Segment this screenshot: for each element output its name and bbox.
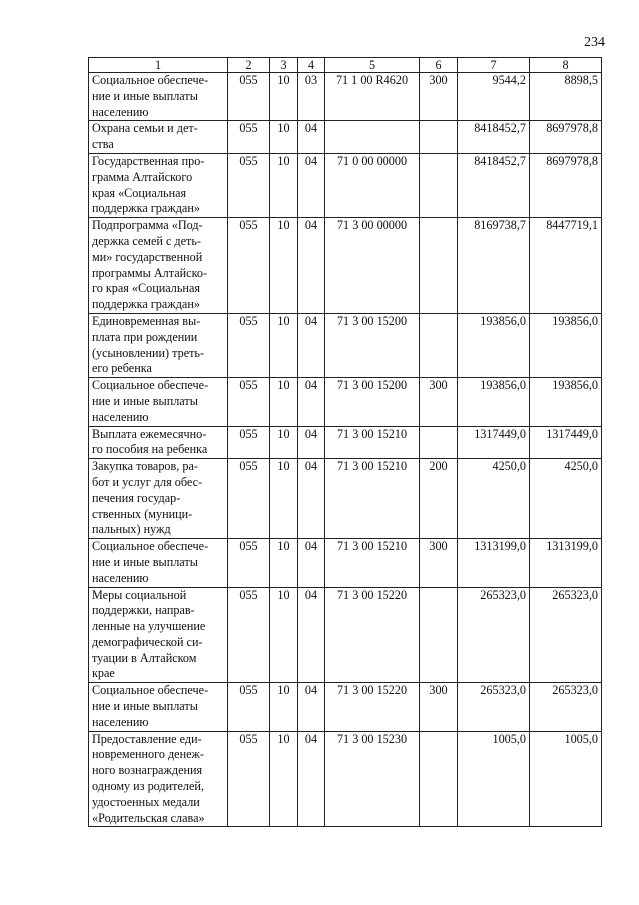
- amount-year1-cell: 8169738,7: [458, 218, 530, 314]
- code-cell: 055: [228, 426, 270, 459]
- table-row: [89, 731, 602, 827]
- row-name-cell: Подпрограмма «Под- держка семей с деть- ми» государственной программы Алтайско- го края «Социальная поддержка граждан»: [89, 218, 228, 314]
- target-article-cell: 71 3 00 15220: [325, 683, 420, 731]
- amount-year1-cell: 1313199,0: [458, 539, 530, 587]
- expense-type-cell: [420, 121, 458, 154]
- expense-type-cell: [420, 426, 458, 459]
- subsection-cell: 04: [298, 683, 325, 731]
- amount-year2-cell: 4250,0: [530, 459, 602, 539]
- table-row: [89, 378, 602, 426]
- code-cell: 055: [228, 731, 270, 827]
- expense-type-cell: 300: [420, 539, 458, 587]
- amount-year2-cell: 8898,5: [530, 73, 602, 121]
- amount-year1-cell: 265323,0: [458, 587, 530, 683]
- code-cell: 055: [228, 153, 270, 217]
- amount-year2-cell: 193856,0: [530, 313, 602, 377]
- table-row: [89, 587, 602, 683]
- code-cell: 055: [228, 539, 270, 587]
- amount-year1-cell: 9544,2: [458, 73, 530, 121]
- section-cell: 10: [270, 121, 298, 154]
- row-name-cell: Социальное обеспече- ние и иные выплаты населению: [89, 539, 228, 587]
- table-row: [89, 218, 602, 314]
- code-cell: 055: [228, 378, 270, 426]
- table-row: [89, 153, 602, 217]
- subsection-cell: 04: [298, 378, 325, 426]
- target-article-cell: 71 3 00 00000: [325, 218, 420, 314]
- column-header: 4: [298, 58, 325, 73]
- expense-type-cell: 200: [420, 459, 458, 539]
- section-cell: 10: [270, 539, 298, 587]
- column-header: 2: [228, 58, 270, 73]
- section-cell: 10: [270, 218, 298, 314]
- row-name-cell: Социальное обеспече- ние и иные выплаты населению: [89, 683, 228, 731]
- expense-type-cell: [420, 218, 458, 314]
- row-name-cell: Меры социальной поддержки, направ- ленные на улучшение демографической си- туации в Алтайском крае: [89, 587, 228, 683]
- code-cell: 055: [228, 121, 270, 154]
- section-cell: 10: [270, 378, 298, 426]
- target-article-cell: 71 3 00 15200: [325, 313, 420, 377]
- section-cell: 10: [270, 683, 298, 731]
- amount-year1-cell: 1317449,0: [458, 426, 530, 459]
- amount-year2-cell: 8697978,8: [530, 121, 602, 154]
- page-number: 234: [584, 35, 605, 50]
- target-article-cell: 71 0 00 00000: [325, 153, 420, 217]
- table-row: [89, 683, 602, 731]
- section-cell: 10: [270, 731, 298, 827]
- target-article-cell: 71 3 00 15210: [325, 459, 420, 539]
- row-name-cell: Государственная про- грамма Алтайского края «Социальная поддержка граждан»: [89, 153, 228, 217]
- target-article-cell: 71 3 00 15210: [325, 426, 420, 459]
- amount-year2-cell: 265323,0: [530, 683, 602, 731]
- column-header: 6: [420, 58, 458, 73]
- code-cell: 055: [228, 73, 270, 121]
- code-cell: 055: [228, 459, 270, 539]
- column-header: 8: [530, 58, 602, 73]
- amount-year1-cell: 193856,0: [458, 378, 530, 426]
- table-row: [89, 459, 602, 539]
- subsection-cell: 04: [298, 731, 325, 827]
- section-cell: 10: [270, 73, 298, 121]
- target-article-cell: 71 1 00 R4620: [325, 73, 420, 121]
- amount-year2-cell: 1005,0: [530, 731, 602, 827]
- row-name-cell: Предоставление еди- новременного денеж- ного вознаграждения одному из родителей, удостоенных медали «Родительская слава»: [89, 731, 228, 827]
- column-header: 7: [458, 58, 530, 73]
- amount-year1-cell: 8418452,7: [458, 121, 530, 154]
- column-header: 1: [89, 58, 228, 73]
- section-cell: 10: [270, 587, 298, 683]
- amount-year2-cell: 1313199,0: [530, 539, 602, 587]
- subsection-cell: 04: [298, 426, 325, 459]
- table-row: [89, 426, 602, 459]
- target-article-cell: 71 3 00 15230: [325, 731, 420, 827]
- expense-type-cell: 300: [420, 378, 458, 426]
- budget-table: [88, 57, 602, 827]
- code-cell: 055: [228, 587, 270, 683]
- subsection-cell: 04: [298, 587, 325, 683]
- amount-year1-cell: 1005,0: [458, 731, 530, 827]
- code-cell: 055: [228, 313, 270, 377]
- expense-type-cell: [420, 587, 458, 683]
- amount-year1-cell: 265323,0: [458, 683, 530, 731]
- target-article-cell: 71 3 00 15210: [325, 539, 420, 587]
- expense-type-cell: 300: [420, 73, 458, 121]
- section-cell: 10: [270, 153, 298, 217]
- table-header-row: [89, 58, 602, 73]
- expense-type-cell: [420, 731, 458, 827]
- column-header: 5: [325, 58, 420, 73]
- table-row: [89, 121, 602, 154]
- table-row: [89, 539, 602, 587]
- section-cell: 10: [270, 313, 298, 377]
- amount-year1-cell: 4250,0: [458, 459, 530, 539]
- amount-year2-cell: 265323,0: [530, 587, 602, 683]
- subsection-cell: 03: [298, 73, 325, 121]
- subsection-cell: 04: [298, 313, 325, 377]
- amount-year2-cell: 193856,0: [530, 378, 602, 426]
- table-row: [89, 313, 602, 377]
- section-cell: 10: [270, 459, 298, 539]
- row-name-cell: Закупка товаров, ра- бот и услуг для обес- печения государ- ственных (муници- пальных) нужд: [89, 459, 228, 539]
- code-cell: 055: [228, 683, 270, 731]
- amount-year2-cell: 8697978,8: [530, 153, 602, 217]
- target-article-cell: 71 3 00 15220: [325, 587, 420, 683]
- row-name-cell: Охрана семьи и дет- ства: [89, 121, 228, 154]
- subsection-cell: 04: [298, 459, 325, 539]
- expense-type-cell: [420, 313, 458, 377]
- subsection-cell: 04: [298, 153, 325, 217]
- row-name-cell: Социальное обеспече- ние и иные выплаты населению: [89, 73, 228, 121]
- expense-type-cell: [420, 153, 458, 217]
- row-name-cell: Единовременная вы- плата при рождении (усыновлении) треть- его ребенка: [89, 313, 228, 377]
- row-name-cell: Выплата ежемесячно- го пособия на ребенка: [89, 426, 228, 459]
- subsection-cell: 04: [298, 539, 325, 587]
- amount-year2-cell: 1317449,0: [530, 426, 602, 459]
- target-article-cell: 71 3 00 15200: [325, 378, 420, 426]
- amount-year1-cell: 193856,0: [458, 313, 530, 377]
- code-cell: 055: [228, 218, 270, 314]
- expense-type-cell: 300: [420, 683, 458, 731]
- target-article-cell: [325, 121, 420, 154]
- column-header: 3: [270, 58, 298, 73]
- amount-year2-cell: 8447719,1: [530, 218, 602, 314]
- row-name-cell: Социальное обеспече- ние и иные выплаты населению: [89, 378, 228, 426]
- section-cell: 10: [270, 426, 298, 459]
- subsection-cell: 04: [298, 121, 325, 154]
- amount-year1-cell: 8418452,7: [458, 153, 530, 217]
- subsection-cell: 04: [298, 218, 325, 314]
- table-row: [89, 73, 602, 121]
